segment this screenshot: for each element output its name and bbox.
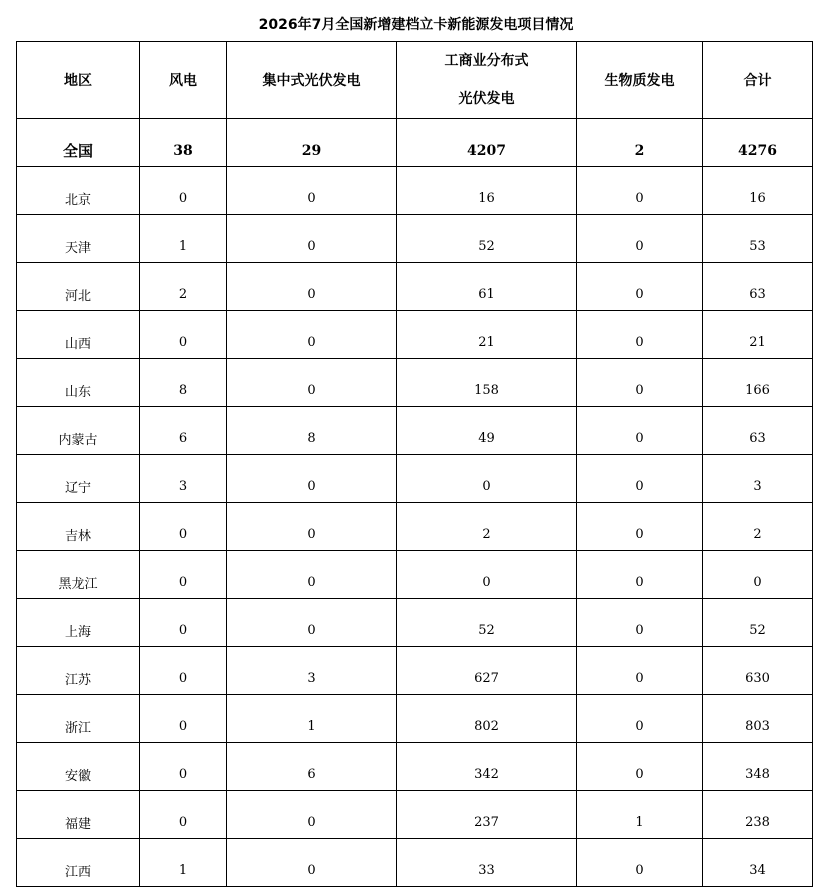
cell-central-pv: 8 <box>227 407 397 455</box>
cell-central-pv: 0 <box>227 599 397 647</box>
cell-total: 16 <box>703 167 813 215</box>
project-table <box>16 41 813 887</box>
cell-region: 山西 <box>17 311 140 359</box>
cell-ci-pv: 158 <box>397 359 577 407</box>
cell-total: 630 <box>703 647 813 695</box>
cell-region: 北京 <box>17 167 140 215</box>
cell-wind: 1 <box>140 839 227 887</box>
table-row <box>17 551 813 599</box>
cell-ci-pv: 342 <box>397 743 577 791</box>
cell-central-pv: 0 <box>227 791 397 839</box>
cell-total: 53 <box>703 215 813 263</box>
cell-region: 辽宁 <box>17 455 140 503</box>
cell-biomass: 0 <box>577 695 703 743</box>
table-row <box>17 359 813 407</box>
table-row <box>17 263 813 311</box>
cell-biomass: 0 <box>577 167 703 215</box>
cell-central-pv: 6 <box>227 743 397 791</box>
table-row <box>17 503 813 551</box>
cell-ci-pv: 52 <box>397 215 577 263</box>
cell-wind: 0 <box>140 551 227 599</box>
table-row <box>17 215 813 263</box>
cell-total: 34 <box>703 839 813 887</box>
cell-ci-pv: 237 <box>397 791 577 839</box>
cell-region: 上海 <box>17 599 140 647</box>
table-row <box>17 455 813 503</box>
cell-central-pv: 29 <box>227 119 397 167</box>
cell-wind: 0 <box>140 791 227 839</box>
cell-total: 3 <box>703 455 813 503</box>
cell-region: 安徽 <box>17 743 140 791</box>
cell-central-pv: 0 <box>227 455 397 503</box>
cell-total: 166 <box>703 359 813 407</box>
cell-biomass: 0 <box>577 407 703 455</box>
cell-central-pv: 0 <box>227 263 397 311</box>
cell-central-pv: 1 <box>227 695 397 743</box>
cell-wind: 0 <box>140 311 227 359</box>
header-biomass: 生物质发电 <box>577 42 703 119</box>
cell-biomass: 0 <box>577 647 703 695</box>
cell-ci-pv: 16 <box>397 167 577 215</box>
table-row <box>17 791 813 839</box>
table-row <box>17 743 813 791</box>
header-row <box>17 42 813 119</box>
cell-region: 吉林 <box>17 503 140 551</box>
cell-ci-pv: 0 <box>397 551 577 599</box>
cell-biomass: 0 <box>577 215 703 263</box>
cell-ci-pv: 802 <box>397 695 577 743</box>
cell-region: 江西 <box>17 839 140 887</box>
cell-biomass: 0 <box>577 311 703 359</box>
national-total-row <box>17 119 813 167</box>
cell-central-pv: 0 <box>227 167 397 215</box>
cell-biomass: 0 <box>577 359 703 407</box>
cell-region: 江苏 <box>17 647 140 695</box>
cell-region: 福建 <box>17 791 140 839</box>
cell-wind: 1 <box>140 215 227 263</box>
cell-region: 内蒙古 <box>17 407 140 455</box>
cell-total: 2 <box>703 503 813 551</box>
cell-central-pv: 0 <box>227 551 397 599</box>
cell-ci-pv: 0 <box>397 455 577 503</box>
table-row <box>17 167 813 215</box>
cell-ci-pv: 52 <box>397 599 577 647</box>
table-row <box>17 407 813 455</box>
cell-biomass: 0 <box>577 743 703 791</box>
cell-region: 河北 <box>17 263 140 311</box>
cell-wind: 38 <box>140 119 227 167</box>
cell-region: 浙江 <box>17 695 140 743</box>
table-row <box>17 839 813 887</box>
cell-wind: 8 <box>140 359 227 407</box>
cell-ci-pv: 2 <box>397 503 577 551</box>
cell-total: 63 <box>703 263 813 311</box>
table-row <box>17 311 813 359</box>
cell-total: 52 <box>703 599 813 647</box>
cell-region: 全国 <box>17 119 140 167</box>
cell-wind: 0 <box>140 743 227 791</box>
cell-ci-pv: 61 <box>397 263 577 311</box>
cell-wind: 2 <box>140 263 227 311</box>
cell-total: 348 <box>703 743 813 791</box>
header-ci-pv-line2: 光伏发电 <box>458 91 515 107</box>
cell-biomass: 0 <box>577 455 703 503</box>
header-region: 地区 <box>17 42 140 119</box>
cell-biomass: 0 <box>577 599 703 647</box>
cell-biomass: 0 <box>577 503 703 551</box>
cell-biomass: 2 <box>577 119 703 167</box>
header-central-pv: 集中式光伏发电 <box>227 42 397 119</box>
cell-central-pv: 3 <box>227 647 397 695</box>
cell-total: 4276 <box>703 119 813 167</box>
cell-total: 0 <box>703 551 813 599</box>
cell-ci-pv: 4207 <box>397 119 577 167</box>
cell-wind: 0 <box>140 599 227 647</box>
cell-total: 63 <box>703 407 813 455</box>
table-row <box>17 695 813 743</box>
cell-ci-pv: 627 <box>397 647 577 695</box>
cell-central-pv: 0 <box>227 215 397 263</box>
cell-central-pv: 0 <box>227 359 397 407</box>
cell-total: 238 <box>703 791 813 839</box>
header-ci-pv-line1: 工商业分布式 <box>444 53 529 69</box>
cell-ci-pv: 21 <box>397 311 577 359</box>
cell-ci-pv: 49 <box>397 407 577 455</box>
cell-wind: 3 <box>140 455 227 503</box>
cell-biomass: 0 <box>577 839 703 887</box>
cell-biomass: 0 <box>577 551 703 599</box>
cell-central-pv: 0 <box>227 503 397 551</box>
header-ci-pv <box>397 42 577 119</box>
header-wind: 风电 <box>140 42 227 119</box>
header-total: 合计 <box>703 42 813 119</box>
table-row <box>17 599 813 647</box>
cell-wind: 0 <box>140 503 227 551</box>
cell-biomass: 0 <box>577 263 703 311</box>
cell-central-pv: 0 <box>227 311 397 359</box>
cell-total: 803 <box>703 695 813 743</box>
cell-total: 21 <box>703 311 813 359</box>
cell-region: 黑龙江 <box>17 551 140 599</box>
cell-ci-pv: 33 <box>397 839 577 887</box>
cell-central-pv: 0 <box>227 839 397 887</box>
cell-wind: 6 <box>140 407 227 455</box>
document-title: 2026年7月全国新增建档立卡新能源发电项目情况 <box>258 17 574 33</box>
cell-wind: 0 <box>140 647 227 695</box>
table-row <box>17 647 813 695</box>
cell-region: 天津 <box>17 215 140 263</box>
cell-wind: 0 <box>140 167 227 215</box>
cell-region: 山东 <box>17 359 140 407</box>
cell-biomass: 1 <box>577 791 703 839</box>
cell-wind: 0 <box>140 695 227 743</box>
